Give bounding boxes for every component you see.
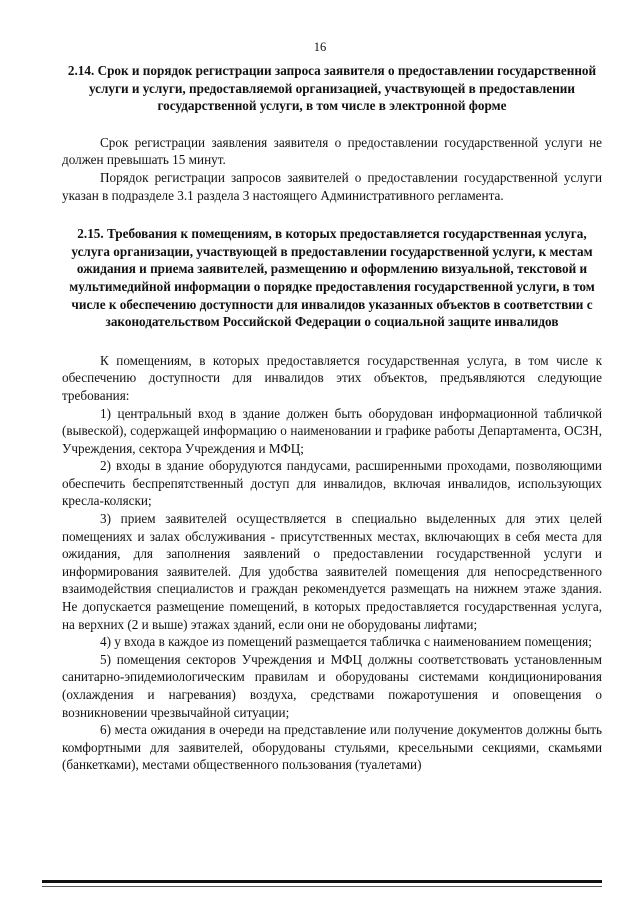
requirement-item-2: 2) входы в здание оборудуются пандусами, расширенными проходами, позволяющими обеспечить беспрепятственный доступ для инвалидов, включая инвалидов, использующих кресла-коляски; xyxy=(62,458,602,509)
requirement-item-6: 6) места ожидания в очереди на представление или получение документов должны быть комфортными для заявителей, оборудованы стульями, кресельными секциями, скамьями (банкетками), местами общественного пользования (туалетами) xyxy=(62,722,602,773)
requirement-item-3: 3) прием заявителей осуществляется в специально выделенных для этих целей помещениях и залах обслуживания - присутственных местах, включающих в себя места для ожидания, для заполнения заявлений о предоставлении государственной услуги и информирования заявителей. Для удобства заявителей помещения для непосредственного взаимодействия специалистов и граждан рекомендуется размещать на нижнем этаже здания. Не допускается размещение помещений, в которых предоставляется государственная услуга, на верхних (2 и выше) этажах зданий, если они не оборудованы лифтами; xyxy=(62,511,602,632)
requirement-item-4: 4) у входа в каждое из помещений размещается табличка с наименованием помещения; xyxy=(100,634,592,650)
requirement-item-1: 1) центральный вход в здание должен быть оборудован информационной табличкой (вывеской), содержащей информацию о наименовании и графике работы Департамента, ОСЗН, Учреждения, сектора Учреждения и МФЦ; xyxy=(62,405,602,456)
footer-rule-thick xyxy=(42,880,602,883)
section-2-14-paragraph: Срок регистрации заявления заявителя о предоставлении государственной услуги не должен превышать 15 минут. xyxy=(62,134,602,168)
section-2-15-intro-paragraph: К помещениям, в которых предоставляется государственная услуга, в том числе к обеспечению доступности для инвалидов этих объектов, предъявляются следующие требования: xyxy=(62,352,602,403)
section-2-15-heading: 2.15. Требования к помещениям, в которых предоставляется государственная услуга, услуга организации, участвующей в предоставлении государственной услуги, к местам ожидания и приема заявителей, размещению и оформлению визуальной, текстовой и мультимедийной информации о порядке предоставления государственной услуги, в том числе к обеспечению доступности для инвалидов указанных объектов в соответствии с законодательством Российской Федерации о социальной защите инвалидов xyxy=(69,226,595,330)
footer-rule-thin xyxy=(42,886,602,887)
page-content xyxy=(62,62,602,774)
section-2-14-heading: 2.14. Срок и порядок регистрации запроса заявителя о предоставлении государственной услуги и услуги, предоставляемой организацией, участвующей в предоставлении государственной услуги, в том числе в электронной форме xyxy=(67,63,597,114)
section-2-15-body xyxy=(62,352,602,774)
section-2-14-paragraph: Порядок регистрации запросов заявителей о предоставлении государственной услуги указан в подразделе 3.1 раздела 3 настоящего Административного регламента. xyxy=(62,169,602,203)
requirement-item-5: 5) помещения секторов Учреждения и МФЦ должны соответствовать установленным санитарно-эпидемиологическим правилам и оборудованы системами кондиционирования (охлаждения и нагревания) воздуха, средствами пожаротушения и оповещения о возникновении чрезвычайной ситуации; xyxy=(62,651,602,720)
section-2-14-body xyxy=(62,134,602,204)
page-number: 16 xyxy=(313,40,327,54)
